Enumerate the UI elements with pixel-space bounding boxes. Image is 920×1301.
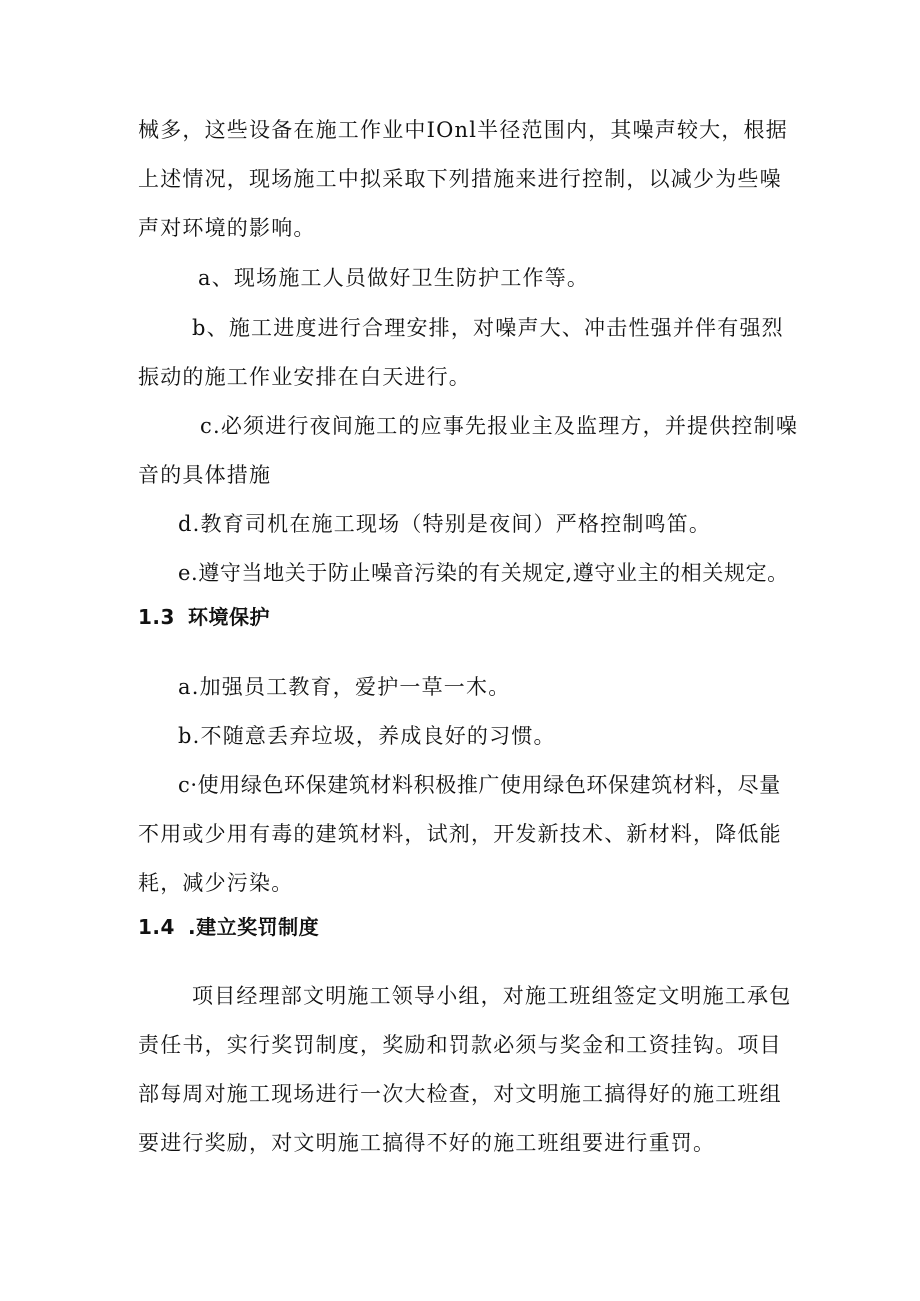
section-1-3-title: 环境保护 (188, 605, 270, 629)
noise-item-c-line-1: c.必须进行夜间施工的应事先报业主及监理方，并提供控制噪 (200, 414, 799, 438)
intro-line-3: 声对环境的影响。 (138, 216, 316, 240)
noise-item-b-line-1: b、施工进度进行合理安排，对噪声大、冲击性强并伴有强烈 (192, 316, 784, 340)
section-1-4-heading (138, 912, 319, 942)
rewards-para-line-3: 部每周对施工现场进行一次大检查，对文明施工搞得好的施工班组 (138, 1082, 782, 1106)
env-item-c-line-3: 耗，减少污染。 (138, 871, 294, 895)
env-item-c-line-2: 不用或少用有毒的建筑材料，试剂，开发新技术、新材料，降低能 (138, 822, 782, 846)
rewards-para-line-1: 项目经理部文明施工领导小组，对施工班组签定文明施工承包 (192, 984, 792, 1008)
intro-line-1: 械多，这些设备在施工作业中IOnl半径范围内，其噪声较大，根据 (138, 118, 788, 142)
rewards-para-line-4: 要进行奖励，对文明施工搞得不好的施工班组要进行重罚。 (138, 1131, 716, 1155)
section-1-4-number: 1.4 (138, 915, 175, 939)
rewards-para-line-2: 责任书，实行奖罚制度，奖励和罚款必须与奖金和工资挂钩。项目 (138, 1033, 782, 1057)
noise-item-c-line-2: 音的具体措施 (138, 463, 272, 487)
intro-line-2: 上述情况，现场施工中拟采取下列措施来进行控制，以减少为些噪 (138, 167, 782, 191)
noise-item-b-line-2: 振动的施工作业安排在白天进行。 (138, 365, 471, 389)
env-item-a: a.加强员工教育，爱护一草一木。 (178, 675, 511, 699)
noise-item-a: a、现场施工人员做好卫生防护工作等。 (198, 266, 590, 290)
noise-item-e: e.遵守当地关于防止噪音污染的有关规定,遵守业主的相关规定。 (178, 561, 789, 585)
section-1-3-number: 1.3 (138, 605, 175, 629)
section-1-3-heading (138, 602, 270, 632)
section-1-4-title: .建立奖罚制度 (188, 915, 320, 939)
noise-item-d: d.教育司机在施工现场（特别是夜间）严格控制鸣笛。 (178, 512, 712, 536)
env-item-b: b.不随意丢弃垃圾，养成良好的习惯。 (178, 724, 556, 748)
env-item-c-line-1: c·使用绿色环保建筑材料积极推广使用绿色环保建筑材料，尽量 (178, 773, 781, 797)
